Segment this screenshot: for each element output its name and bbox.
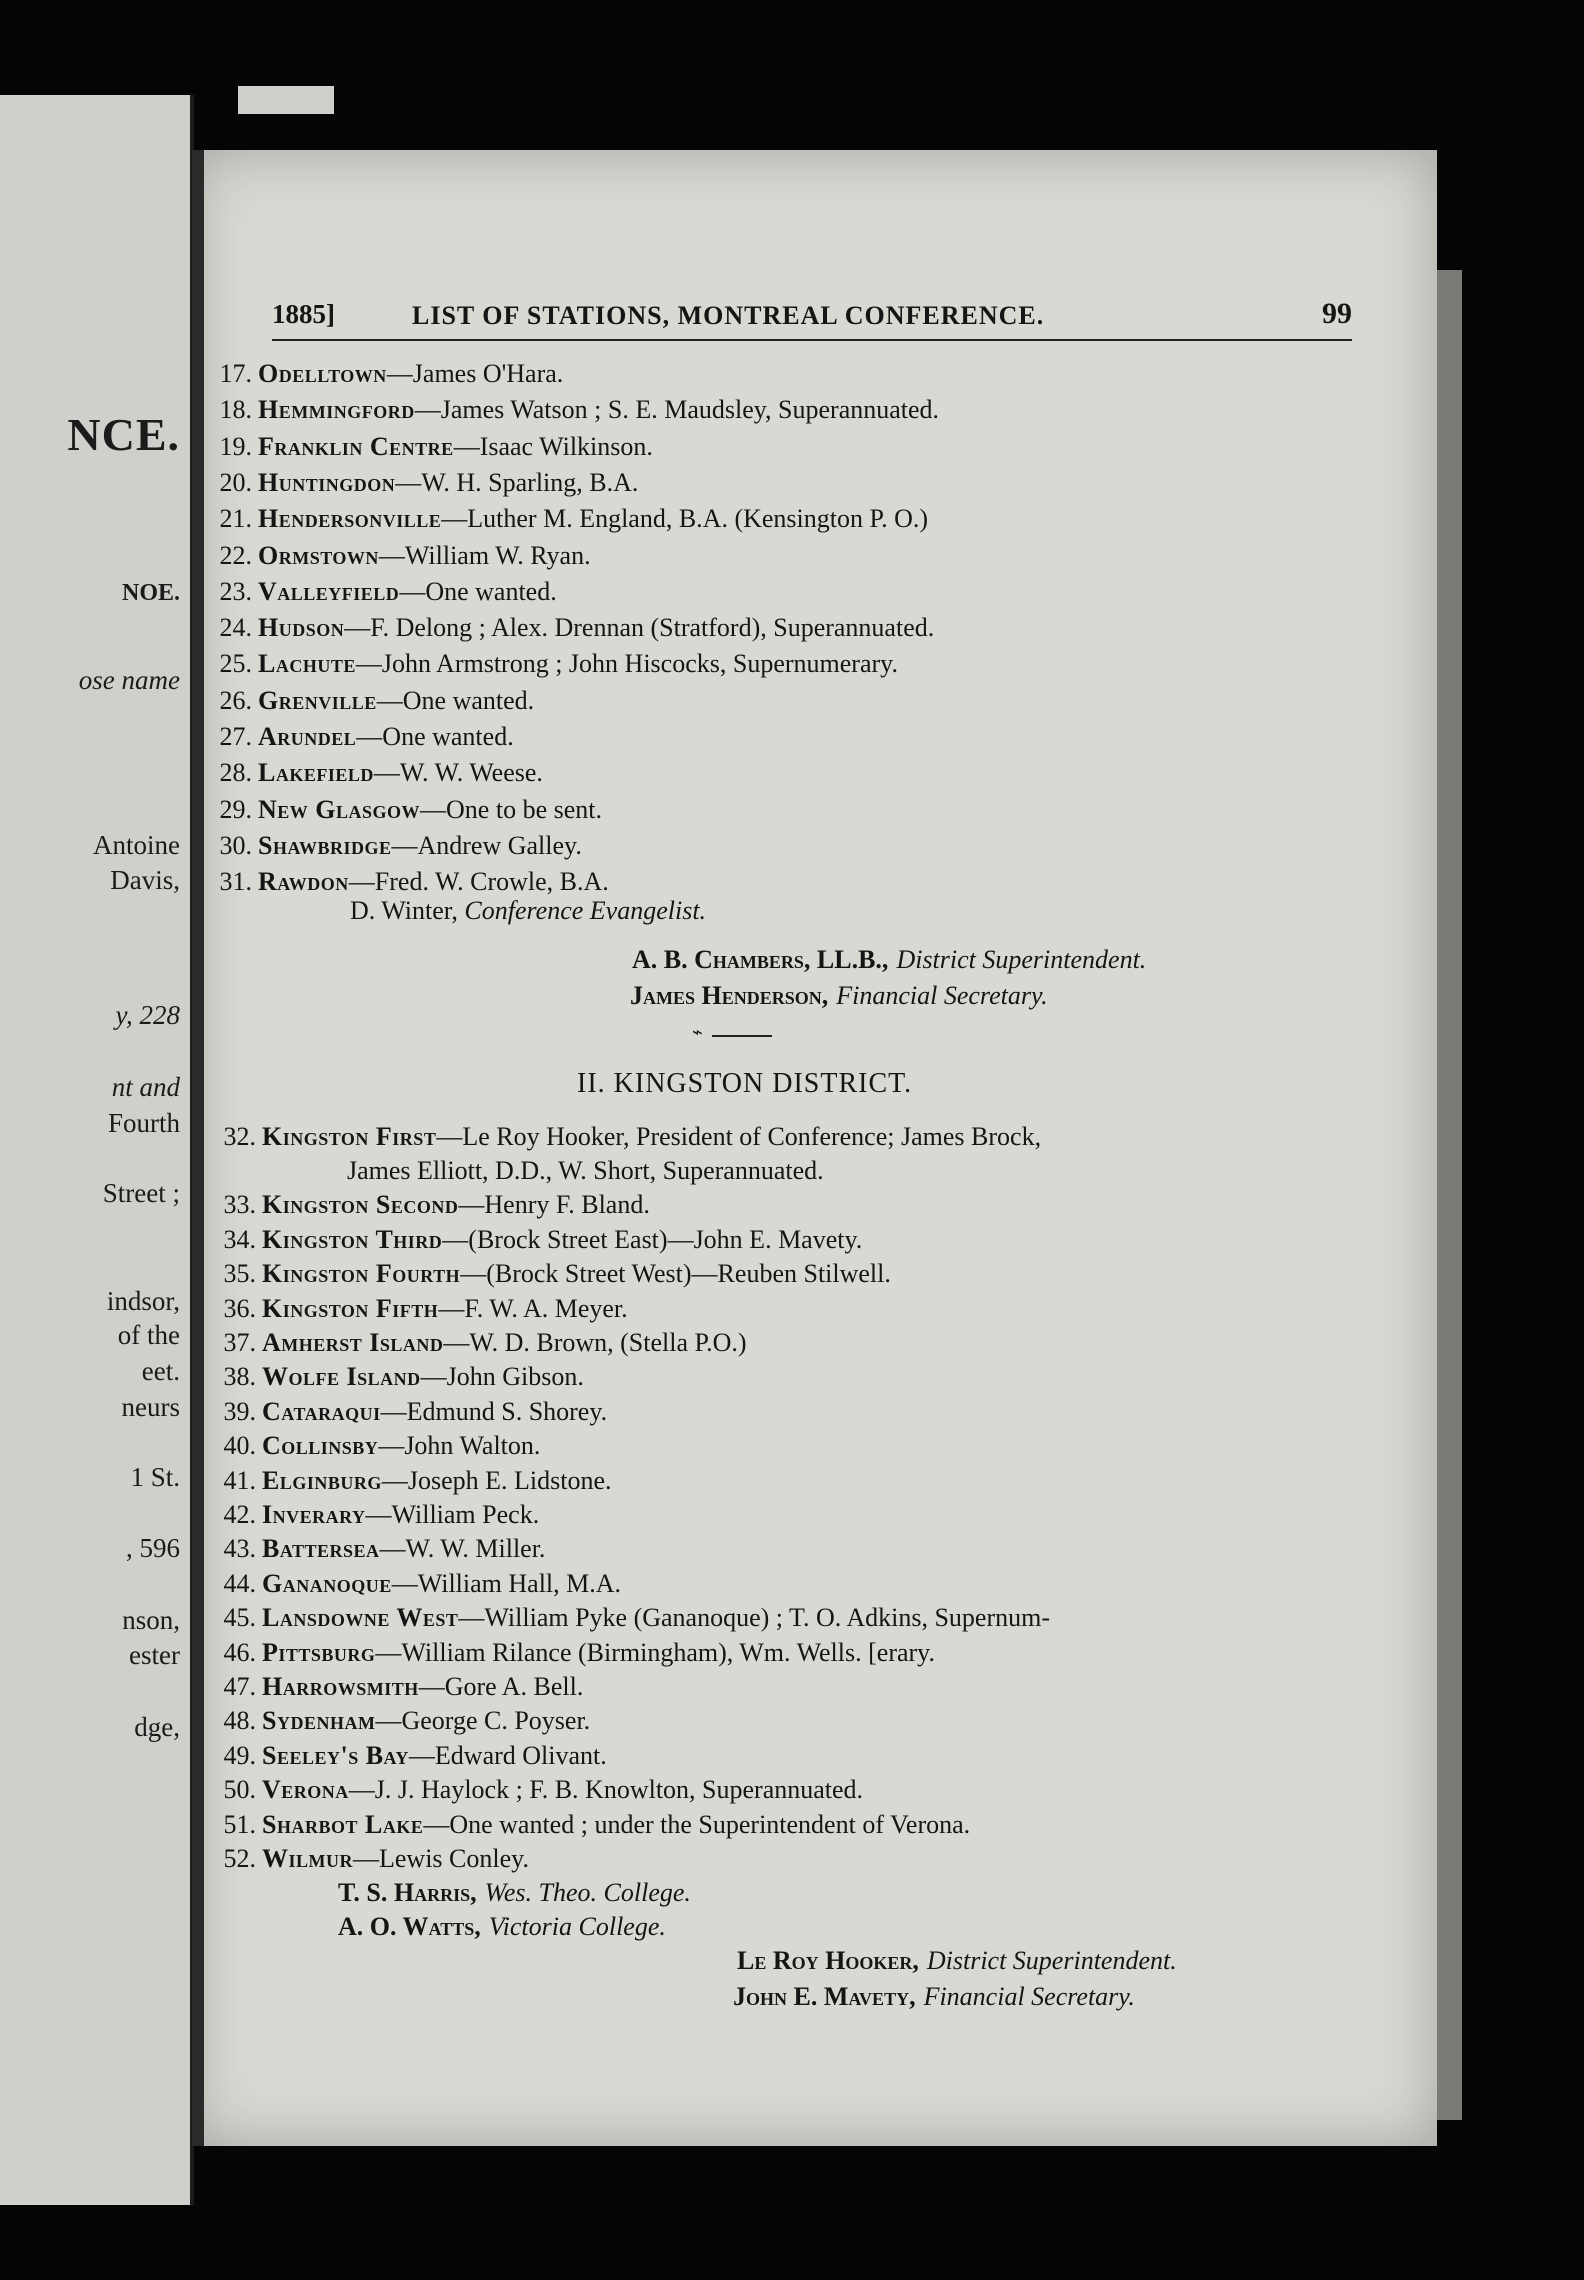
- station-assignment: —F. Delong ; Alex. Drennan (Stratford), Superannuated.: [344, 613, 935, 643]
- college-name: Victoria College.: [488, 1912, 666, 1942]
- station-entry: [208, 1674, 583, 1700]
- station-entry: [208, 1330, 747, 1356]
- station-assignment: —Isaac Wilkinson.: [453, 431, 653, 461]
- entry-number: 31.: [219, 867, 252, 897]
- entry-number: 19.: [219, 431, 252, 461]
- station-name: Arundel: [258, 722, 357, 751]
- entry-number: 17.: [219, 359, 252, 388]
- station-name: Verona: [262, 1775, 349, 1805]
- station-entry: [204, 724, 514, 750]
- station-assignment: —William W. Ryan.: [378, 540, 591, 570]
- station-assignment: —W. H. Sparling, B.A.: [395, 467, 639, 497]
- station-assignment: —Joseph E. Lidstone.: [381, 1465, 612, 1495]
- station-assignment: —(Brock Street East)—John E. Mavety.: [442, 1224, 863, 1254]
- entry-number: 39.: [223, 1396, 256, 1426]
- station-name: Hendersonville: [258, 504, 442, 534]
- station-name: Battersea: [262, 1534, 380, 1564]
- station-entry: [208, 1637, 935, 1667]
- station-assignment: —James O'Hara.: [386, 359, 564, 388]
- station-name: Inverary: [262, 1500, 366, 1529]
- left-page-fragment: neurs: [121, 1392, 180, 1422]
- left-page-fragment: indsor,: [106, 1286, 180, 1316]
- left-page-fragment: nt and: [111, 1072, 180, 1102]
- station-assignment: —W. W. Weese.: [373, 758, 543, 788]
- entry-number: 44.: [223, 1568, 256, 1598]
- station-entry: [208, 1293, 628, 1323]
- entry-number: 52.: [223, 1844, 256, 1873]
- station-assignment: —J. J. Haylock ; F. B. Knowlton, Superannuated.: [348, 1775, 864, 1805]
- signatory-name: A. B. Chambers, LL.B.,: [632, 945, 889, 974]
- station-name: Shawbridge: [258, 830, 392, 860]
- station-entry: [208, 1605, 1050, 1631]
- college-person: A. O. Watts,: [338, 1912, 481, 1942]
- signatory-name: Le Roy Hooker,: [737, 1946, 919, 1976]
- station-entry: [208, 1846, 529, 1872]
- station-assignment: —Luther M. England, B.A. (Kensington P. O.): [441, 504, 929, 534]
- running-header: [272, 295, 1352, 341]
- station-name: Kingston Fifth: [262, 1293, 439, 1323]
- station-assignment: —Edward Olivant.: [408, 1740, 607, 1770]
- college-name: Wes. Theo. College.: [484, 1878, 691, 1908]
- station-assignment: —Henry F. Bland.: [458, 1190, 650, 1220]
- station-name: Huntingdon: [258, 467, 396, 497]
- document-page: [192, 150, 1437, 2146]
- station-name: Lansdowne West: [262, 1603, 459, 1633]
- entry-number: 45.: [223, 1603, 256, 1633]
- left-page-fragment: nson,: [122, 1605, 180, 1635]
- station-entry: [208, 1224, 863, 1254]
- signature-line: [733, 1984, 1135, 2010]
- left-page-fragment: ester: [129, 1640, 180, 1670]
- college-line: [338, 1914, 666, 1940]
- station-assignment: —Lewis Conley.: [353, 1844, 529, 1873]
- entry-number: 49.: [223, 1740, 256, 1770]
- station-entry: [204, 540, 591, 570]
- station-name: Hemmingford: [258, 395, 415, 425]
- entry-number: 50.: [223, 1775, 256, 1805]
- entry-number: 48.: [223, 1706, 256, 1736]
- station-assignment: —James Watson ; S. E. Maudsley, Superannuated.: [414, 395, 940, 425]
- entry-number: 51.: [223, 1809, 256, 1839]
- header-year: 1885]: [272, 299, 335, 329]
- station-entry: [204, 830, 582, 860]
- left-page-fragment: Street ;: [102, 1178, 180, 1208]
- entry-number: 23.: [219, 576, 252, 606]
- station-assignment: —George C. Poyser.: [375, 1706, 591, 1736]
- station-name: Franklin Centre: [258, 431, 454, 461]
- station-assignment: —Edmund S. Shorey.: [380, 1396, 608, 1426]
- page-number: 99: [1322, 297, 1352, 330]
- left-page-fragment: of the: [117, 1320, 180, 1350]
- station-assignment: —One to be sent.: [420, 794, 602, 824]
- entry-number: 37.: [223, 1328, 256, 1357]
- station-name: Grenville: [258, 685, 377, 715]
- left-page-fragment: NOE.: [121, 580, 180, 606]
- entry-number: 18.: [219, 395, 252, 425]
- left-page-fragment: Fourth: [107, 1108, 180, 1138]
- signatory-role: Financial Secretary.: [923, 1982, 1135, 2012]
- station-entry: [208, 1364, 584, 1390]
- kingston-first-continuation: James Elliott, D.D., W. Short, Superannuated.: [347, 1156, 824, 1185]
- station-entry: [204, 869, 609, 895]
- page-edge: [1437, 270, 1462, 2120]
- entry-number: 27.: [219, 722, 252, 751]
- station-name: Wilmur: [262, 1844, 353, 1873]
- station-entry: [208, 1261, 891, 1287]
- station-entry: [204, 685, 535, 715]
- left-page-fragment: dge,: [134, 1712, 180, 1742]
- entry-number: 28.: [219, 758, 252, 788]
- entry-number: 21.: [219, 504, 252, 534]
- station-name: Kingston Second: [262, 1190, 459, 1220]
- evangelist-role: Conference Evangelist.: [464, 896, 707, 925]
- evangelist-name: D. Winter,: [350, 896, 458, 925]
- station-assignment: —One wanted ; under the Superintendent of Verona.: [423, 1809, 971, 1839]
- station-assignment: —Andrew Galley.: [391, 830, 582, 860]
- station-assignment: —F. W. A. Meyer.: [438, 1293, 628, 1323]
- station-assignment: —Le Roy Hooker, President of Conference; James Brock,: [436, 1122, 1042, 1151]
- station-assignment: —John Gibson.: [420, 1362, 584, 1392]
- left-page-fragment: NCE.: [67, 409, 180, 460]
- station-entry: [208, 1124, 1041, 1150]
- station-name: Cataraqui: [262, 1396, 381, 1426]
- signatory-name: James Henderson,: [630, 981, 829, 1010]
- station-entry: [204, 615, 934, 641]
- entry-number: 22.: [219, 540, 252, 570]
- station-assignment: —One wanted.: [376, 685, 535, 715]
- entry-number: 24.: [219, 613, 252, 643]
- station-name: Harrowsmith: [262, 1672, 419, 1701]
- station-entry: [208, 1777, 863, 1803]
- signature-line: [630, 983, 1048, 1009]
- left-page-fragment: y, 228: [115, 1000, 180, 1030]
- entry-number: 26.: [219, 685, 252, 715]
- station-name: New Glasgow: [258, 794, 421, 824]
- section-divider: [712, 1035, 772, 1037]
- entry-number: 46.: [223, 1637, 256, 1667]
- entry-number: 42.: [223, 1500, 256, 1529]
- station-name: Kingston First: [262, 1122, 437, 1151]
- entry-number: 47.: [223, 1672, 256, 1701]
- signatory-role: District Superintendent.: [896, 945, 1147, 974]
- station-entry: [204, 760, 543, 786]
- left-page-fragment: , 596: [126, 1533, 180, 1563]
- station-name: Lakefield: [258, 758, 374, 788]
- entry-number: 43.: [223, 1534, 256, 1564]
- station-entry: [208, 1568, 622, 1598]
- station-entry: [204, 397, 939, 423]
- station-assignment: —John Armstrong ; John Hiscocks, Supernumerary.: [355, 649, 898, 679]
- signature-line: [737, 1948, 1177, 1974]
- station-name: Sharbot Lake: [262, 1809, 424, 1839]
- station-entry: [204, 651, 898, 677]
- left-page-fragment: ose name: [78, 665, 180, 695]
- conference-evangelist-line: [350, 898, 706, 924]
- station-assignment: —Gore A. Bell.: [418, 1672, 584, 1701]
- station-assignment: —William Peck.: [365, 1500, 540, 1529]
- station-assignment: —William Rilance (Birmingham), Wm. Wells. [erary.: [375, 1637, 935, 1667]
- entry-number: 40.: [223, 1431, 256, 1461]
- station-name: Sydenham: [262, 1706, 376, 1736]
- station-name: Elginburg: [262, 1465, 382, 1495]
- station-entry: [208, 1465, 612, 1495]
- ornament-mark: ⌁: [692, 1022, 703, 1042]
- left-page-fragment: 1 St.: [130, 1462, 180, 1492]
- station-entry: [208, 1708, 590, 1734]
- station-name: Hudson: [258, 613, 345, 643]
- signatory-role: Financial Secretary.: [836, 981, 1048, 1010]
- page-gutter: [192, 150, 204, 2146]
- entry-number: 29.: [219, 794, 252, 824]
- header-title: LIST OF STATIONS, MONTREAL CONFERENCE.: [412, 301, 1045, 330]
- station-name: Ormstown: [258, 540, 379, 570]
- station-name: Kingston Fourth: [262, 1259, 461, 1289]
- college-person: T. S. Harris,: [338, 1878, 477, 1908]
- entry-number: 38.: [223, 1362, 256, 1392]
- station-name: Valleyfield: [258, 576, 400, 606]
- station-assignment: —W. W. Miller.: [379, 1534, 546, 1564]
- left-page-fragment: Antoine: [93, 830, 180, 860]
- college-line: [338, 1880, 691, 1906]
- entry-number: 36.: [223, 1293, 256, 1323]
- signatory-role: District Superintendent.: [926, 1946, 1177, 1976]
- station-assignment: —One wanted.: [399, 576, 557, 606]
- station-name: Seeley's Bay: [262, 1740, 409, 1770]
- station-name: Gananoque: [262, 1568, 392, 1598]
- signature-line: [632, 947, 1146, 973]
- left-page-fragment: eet.: [141, 1356, 180, 1386]
- station-name: Pittsburg: [262, 1637, 376, 1667]
- station-entry: [208, 1536, 545, 1562]
- station-entry: [208, 1809, 971, 1839]
- entry-number: 33.: [223, 1190, 256, 1220]
- station-entry: [204, 431, 653, 461]
- station-name: Kingston Third: [262, 1224, 443, 1254]
- station-assignment: —Fred. W. Crowle, B.A.: [348, 867, 609, 897]
- station-assignment: —John Walton.: [378, 1431, 541, 1461]
- entry-number: 32.: [223, 1122, 256, 1151]
- station-assignment: —William Pyke (Gananoque) ; T. O. Adkins, Supernum-: [458, 1603, 1050, 1633]
- station-name: Rawdon: [258, 867, 349, 897]
- station-name: Collinsby: [262, 1431, 379, 1461]
- entry-number: 41.: [223, 1465, 256, 1495]
- entry-number: 30.: [219, 830, 252, 860]
- station-name: Lachute: [258, 649, 356, 679]
- entry-number: 35.: [223, 1259, 256, 1289]
- station-entry: [204, 467, 639, 497]
- station-assignment: —William Hall, M.A.: [391, 1568, 622, 1598]
- entry-number: 20.: [219, 467, 252, 497]
- station-entry: [204, 361, 563, 387]
- station-name: Odelltown: [258, 359, 387, 388]
- station-entry: [208, 1433, 540, 1459]
- station-entry: [204, 506, 928, 532]
- entry-number: 25.: [219, 649, 252, 679]
- station-entry: [208, 1740, 607, 1770]
- station-name: Amherst Island: [262, 1328, 444, 1357]
- adjacent-left-page: [0, 95, 194, 2205]
- station-entry: [204, 576, 557, 606]
- left-page-fragment: Davis,: [110, 865, 180, 895]
- station-entry: [208, 1396, 608, 1426]
- station-assignment: —(Brock Street West)—Reuben Stilwell.: [460, 1259, 891, 1289]
- station-name: Wolfe Island: [262, 1362, 421, 1392]
- station-entry: [204, 794, 602, 824]
- entry-number: 34.: [223, 1224, 256, 1254]
- paper-tab: [238, 86, 334, 114]
- district-heading: II. KINGSTON DISTRICT.: [577, 1068, 913, 1099]
- station-entry: [208, 1502, 539, 1528]
- signatory-name: John E. Mavety,: [733, 1982, 916, 2012]
- station-assignment: —W. D. Brown, (Stella P.O.): [443, 1328, 747, 1357]
- station-assignment: —One wanted.: [356, 722, 514, 751]
- station-entry: [208, 1192, 650, 1218]
